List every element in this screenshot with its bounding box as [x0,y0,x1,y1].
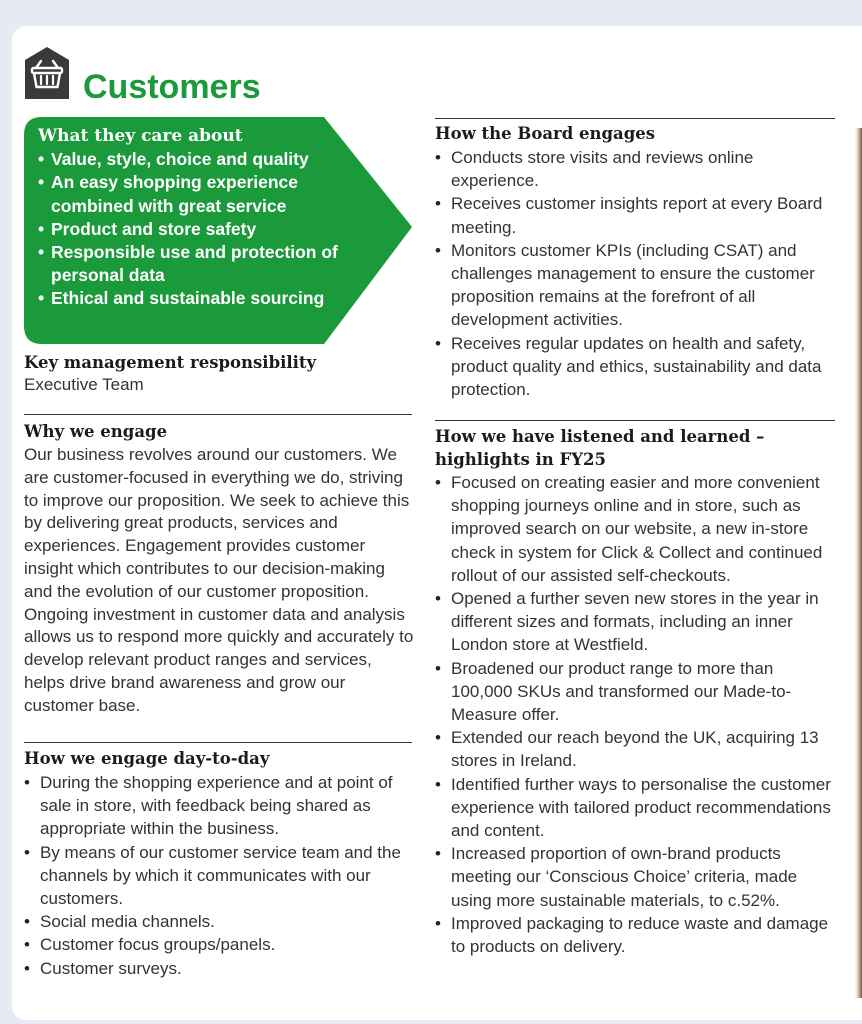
care-about-heading: What they care about [38,126,243,146]
list-item: • An easy shopping experience combined with great service [38,171,358,217]
list-item: • Extended our reach beyond the UK, acquiring 13 stores in Ireland. [435,726,837,772]
listened-learned-heading-line2: highlights in FY25 [435,450,606,469]
list-item: • Customer focus groups/panels. [24,933,416,956]
divider [435,420,835,421]
listened-learned-list [435,471,837,958]
list-item: • By means of our customer service team and the channels by which it communicates with our customers. [24,841,416,911]
list-item: • Conducts store visits and reviews online experience. [435,146,837,192]
page-title: Customers [83,68,261,106]
list-item: • Increased proportion of own-brand products meeting our ‘Conscious Choice’ criteria, made using more sustainable materials, to c.52%. [435,842,837,912]
board-engages-list [435,146,837,401]
divider [24,742,412,743]
key-management-value: Executive Team [24,375,144,394]
list-item: • Receives regular updates on health and safety, product quality and ethics, sustainability and data protection. [435,332,837,402]
list-item: • Focused on creating easier and more convenient shopping journeys online and in store, such as improved search on our website, a new in-store check in system for Click & Collect and continued rollout of our assisted self-checkouts. [435,471,837,587]
adjacent-page-edge [854,128,862,998]
board-engages-heading: How the Board engages [435,124,656,143]
shopping-basket-icon [24,46,70,100]
list-item: • Improved packaging to reduce waste and damage to products on delivery. [435,912,837,958]
day-to-day-heading: How we engage day-to-day [24,749,270,768]
why-engage-body: Our business revolves around our customers. We are customer-focused in everything we do, striving to improve our proposition. We seek to achieve this by delivering great products, services and experiences. Engagement provides customer insight which contributes to our decision-making and the evolution of our customer proposition. Ongoing investment in customer data and analysis allows us to respond more quickly and accurately to develop relevant product ranges and services, helps drive brand awareness and grow our customer base. [24,445,414,715]
care-about-panel [38,125,358,311]
list-item: • Ethical and sustainable sourcing [38,287,358,310]
list-item: • Value, style, choice and quality [38,148,358,171]
list-item: • Customer surveys. [24,957,416,980]
divider [435,118,835,119]
list-item: • Opened a further seven new stores in the year in different sizes and formats, including an inner London store at Westfield. [435,587,837,657]
why-engage-heading: Why we engage [24,422,168,441]
key-management-heading: Key management responsibility [24,353,317,372]
day-to-day-list [24,771,416,980]
list-item: • Product and store safety [38,218,358,241]
list-item: • Receives customer insights report at every Board meeting. [435,192,837,238]
divider [24,414,412,415]
list-item: • Responsible use and protection of personal data [38,241,358,287]
list-item: • Monitors customer KPIs (including CSAT) and challenges management to ensure the customer proposition remains at the forefront of all development activities. [435,239,837,332]
list-item: • Identified further ways to personalise the customer experience with tailored product recommendations and content. [435,773,837,843]
listened-learned-heading-line1: How we have listened and learned – [435,427,765,446]
list-item: • Broadened our product range to more than 100,000 SKUs and transformed our Made-to-Measure offer. [435,657,837,727]
list-item: • Social media channels. [24,910,416,933]
list-item: • During the shopping experience and at point of sale in store, with feedback being shared as appropriate within the business. [24,771,416,841]
